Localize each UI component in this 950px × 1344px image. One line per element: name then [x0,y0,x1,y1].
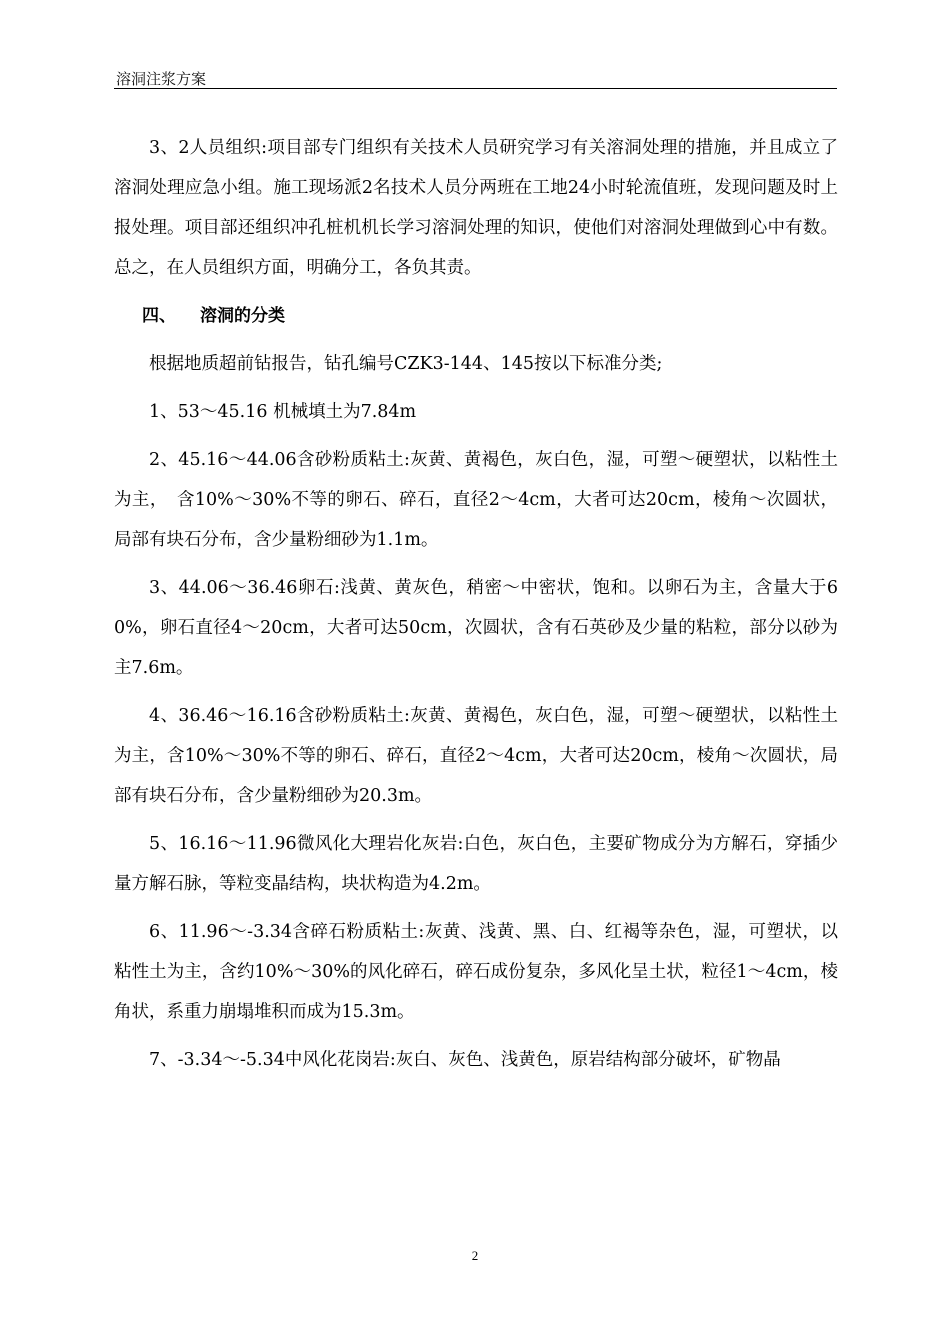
list-item: 6、11.96～-3.34含碎石粉质粘土:灰黄、浅黄、黑、白、红褐等杂色，湿，可塑状，以粘性土为主，含约10%～30%的风化碎石，碎石成份复杂，多风化呈土状，粒径1～4cm，棱角状，系重力崩塌堆积而成为15.3m。 [114,922,838,1022]
list-item: 7、-3.34～-5.34中风化花岗岩:灰白、灰色、浅黄色，原岩结构部分破坏，矿物晶 [149,1050,781,1070]
section-heading [114,296,838,336]
list-item: 4、36.46～16.16含砂粉质粘土:灰黄、黄褐色，灰白色，湿，可塑～硬塑状，以粘性土为主，含10%～30%不等的卵石、碎石，直径2～4cm，大者可达20cm，棱角～次圆状，局部有块石分布，含少量粉细砂为20.3m。 [114,706,838,806]
header-divider [114,88,837,89]
list-item: 2、45.16～44.06含砂粉质粘土:灰黄、黄褐色，灰白色，湿，可塑～硬塑状，以粘性土为主， 含10%～30%不等的卵石、碎石，直径2～4cm，大者可达20cm，棱角～次圆状，局部有块石分布，含少量粉细砂为1.1m。 [114,450,838,550]
paragraph-personnel-organization: 3、2人员组织:项目部专门组织有关技术人员研究学习有关溶洞处理的措施，并且成立了溶洞处理应急小组。施工现场派2名技术人员分两班在工地24小时轮流值班，发现问题及时上报处理。项目部还组织冲孔桩机机长学习溶洞处理的知识，使他们对溶洞处理做到心中有数。总之，在人员组织方面，明确分工，各负其责。 [114,138,838,278]
section-title: 溶洞的分类 [200,306,285,326]
section-number: 四、 [142,306,176,326]
paragraph-intro: 根据地质超前钻报告，钻孔编号CZK3-144、145按以下标准分类; [149,354,663,374]
document-body [114,128,838,1080]
list-item: 5、16.16～11.96微风化大理岩化灰岩:白色，灰白色，主要矿物成分为方解石，穿插少量方解石脉，等粒变晶结构，块状构造为4.2m。 [114,834,838,894]
list-item: 3、44.06～36.46卵石:浅黄、黄灰色，稍密～中密状，饱和。以卵石为主，含量大于60%，卵石直径4～20cm，大者可达50cm，次圆状，含有石英砂及少量的粘粒，部分以砂为主7.6m。 [114,578,838,678]
header-title: 溶洞注浆方案 [116,70,207,88]
page-number: 2 [471,1248,479,1263]
list-item: 1、53～45.16 机械填土为7.84m [149,402,417,422]
